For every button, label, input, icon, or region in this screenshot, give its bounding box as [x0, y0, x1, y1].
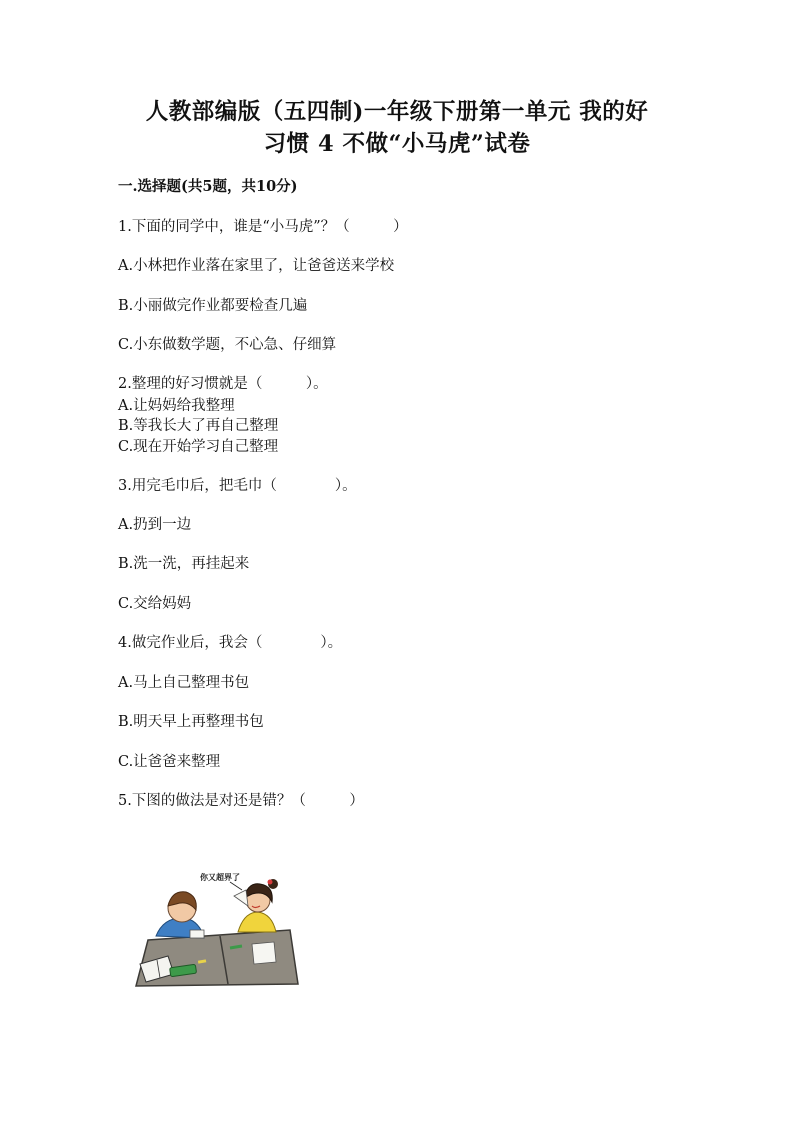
question-1-option-b: B.小丽做完作业都要检查几遍: [118, 298, 308, 314]
section-heading: 一.选择题(共5题，共10分): [118, 178, 298, 195]
question-1-option-a: A.小林把作业落在家里了，让爸爸送来学校: [118, 258, 395, 274]
desk-scene-illustration: [134, 860, 300, 988]
question-4-option-c: C.让爸爸来整理: [118, 754, 221, 770]
question-4-stem: 4.做完作业后，我会（ ）。: [118, 635, 343, 651]
question-3-option-c: C.交给妈妈: [118, 596, 192, 612]
question-2-stem: 2.整理的好习惯就是（ ）。: [118, 376, 328, 392]
question-4-option-a: A.马上自己整理书包: [118, 675, 250, 691]
question-2-option-a: A.让妈妈给我整理: [118, 398, 235, 414]
question-1-stem: 1.下面的同学中，谁是“小马虎”？（ ）: [118, 219, 408, 235]
question-1-option-c: C.小东做数学题，不心急、仔细算: [118, 337, 337, 353]
question-2-option-b: B.等我长大了再自己整理: [118, 418, 279, 434]
exam-title-line-2: 习惯 4 不做“小马虎”试卷: [263, 131, 531, 157]
question-3-option-a: A.扔到一边: [118, 517, 192, 533]
question-3-stem: 3.用完毛巾后，把毛巾（ ）。: [118, 478, 357, 494]
exam-title-line-1: 人教部编版（五四制)一年级下册第一单元 我的好: [145, 99, 649, 125]
question-5-illustration: [134, 860, 300, 988]
question-4-option-b: B.明天早上再整理书包: [118, 714, 264, 730]
question-3-option-b: B.洗一洗，再挂起来: [118, 556, 250, 572]
speech-bubble-text: 你又超界了: [200, 873, 240, 882]
question-2-option-c: C.现在开始学习自己整理: [118, 439, 279, 455]
question-5-stem: 5.下图的做法是对还是错？（ ）: [118, 793, 364, 809]
